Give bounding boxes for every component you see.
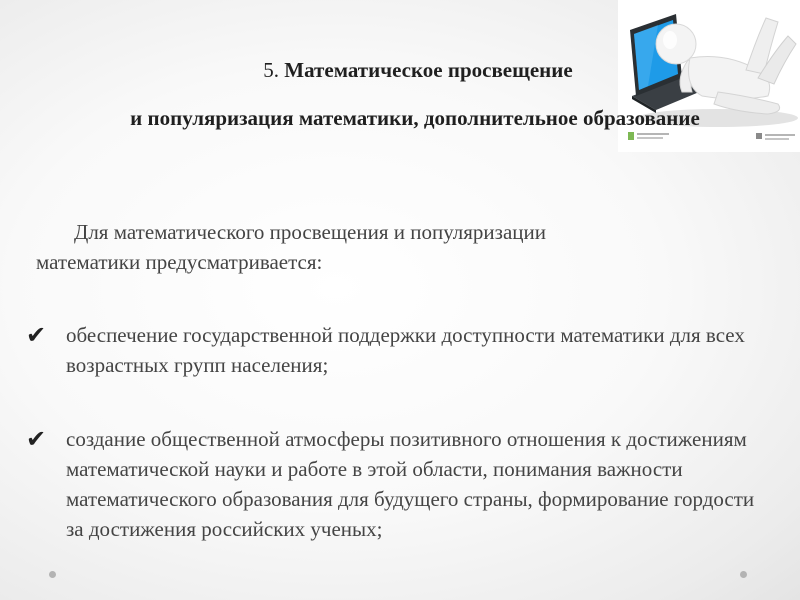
title-number: 5. (263, 58, 280, 82)
decor-dot-right (740, 571, 747, 578)
bullet-item-1 (26, 320, 776, 382)
title-line-1 (0, 58, 800, 83)
intro-line-2: математики предусматривается: (36, 250, 323, 274)
bullet-text-2: создание общественной атмосферы позитивного отношения к достижениям математической науки и работе в этой области, понимания важности математического образования для будущего страны, формирование гордости за достижения российских ученых; (66, 427, 755, 541)
decor-dot-left (49, 571, 56, 578)
checkmark-icon: ✔ (26, 425, 47, 453)
title-main: Математическое просвещение (284, 58, 573, 82)
bullet-text-1: обеспечение государственной поддержки доступности математики для всех возрастных групп населения; (66, 323, 745, 377)
bullet-item-2 (26, 424, 776, 574)
intro-paragraph (36, 217, 736, 277)
intro-line-1: Для математического просвещения и популяризации (74, 220, 546, 244)
title-line-2: и популяризация математики, дополнительное образование (130, 106, 700, 130)
checkmark-icon: ✔ (26, 321, 47, 349)
